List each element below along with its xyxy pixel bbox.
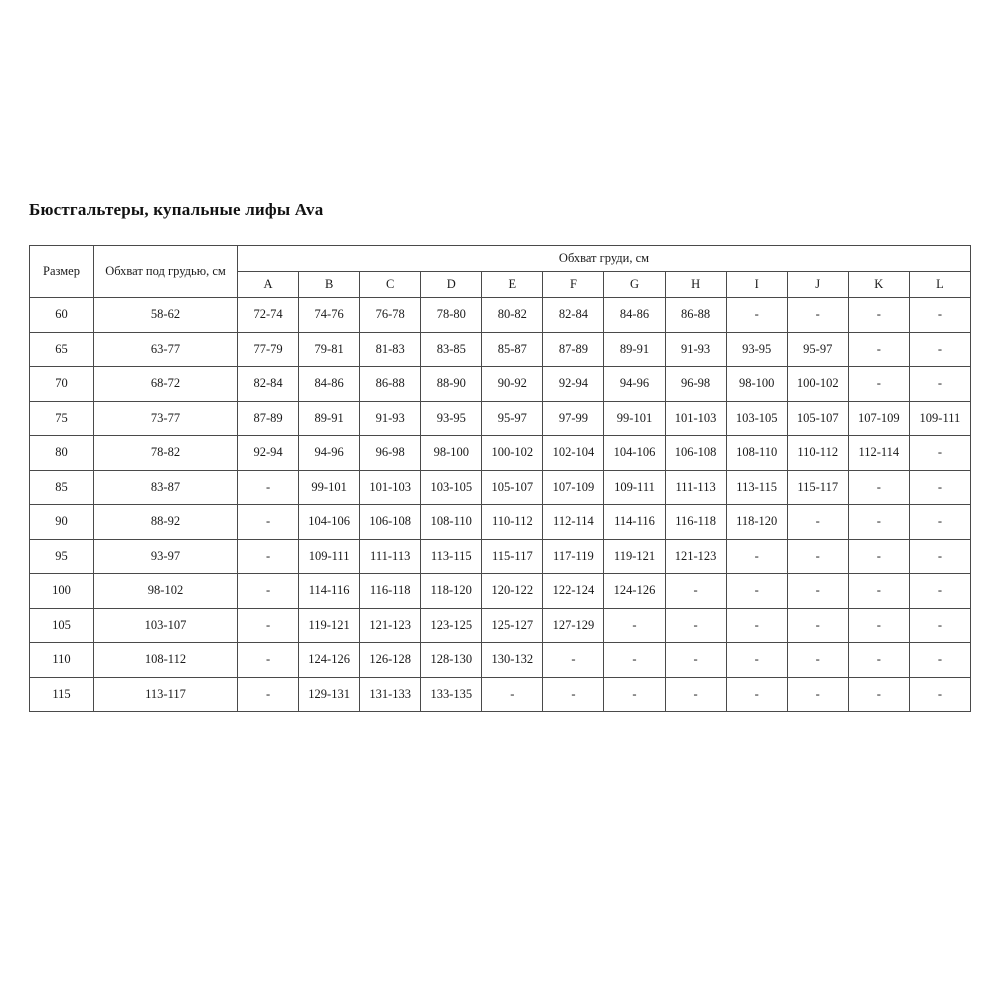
cell-bust-l: - <box>909 677 970 712</box>
cell-bust-a: - <box>238 505 299 540</box>
cell-bust-a: 87-89 <box>238 401 299 436</box>
header-underbust: Обхват под грудью, см <box>94 246 238 298</box>
cell-bust-j: - <box>787 608 848 643</box>
cell-size: 80 <box>30 436 94 471</box>
cell-bust-h: 106-108 <box>665 436 726 471</box>
cell-bust-j: - <box>787 574 848 609</box>
cell-bust-a: - <box>238 470 299 505</box>
cell-bust-l: - <box>909 539 970 574</box>
cell-bust-a: - <box>238 539 299 574</box>
header-cup-b: B <box>299 272 360 298</box>
cell-bust-l: - <box>909 332 970 367</box>
cell-bust-e: - <box>482 677 543 712</box>
cell-bust-g: 104-106 <box>604 436 665 471</box>
cell-bust-f: 112-114 <box>543 505 604 540</box>
cell-underbust: 83-87 <box>94 470 238 505</box>
header-cup-d: D <box>421 272 482 298</box>
cell-bust-j: - <box>787 298 848 333</box>
cell-bust-h: 111-113 <box>665 470 726 505</box>
table-row <box>30 470 971 505</box>
cell-bust-j: - <box>787 505 848 540</box>
cell-bust-k: - <box>848 643 909 678</box>
cell-bust-c: 76-78 <box>360 298 421 333</box>
cell-bust-e: 120-122 <box>482 574 543 609</box>
cell-bust-b: 94-96 <box>299 436 360 471</box>
cell-bust-j: - <box>787 539 848 574</box>
cell-bust-i: - <box>726 643 787 678</box>
cell-bust-e: 130-132 <box>482 643 543 678</box>
cell-bust-h: - <box>665 574 726 609</box>
cell-bust-b: 74-76 <box>299 298 360 333</box>
header-cup-f: F <box>543 272 604 298</box>
cell-underbust: 78-82 <box>94 436 238 471</box>
cell-bust-k: - <box>848 677 909 712</box>
cell-bust-d: 133-135 <box>421 677 482 712</box>
table-row <box>30 436 971 471</box>
table-header-row-1 <box>30 246 971 272</box>
page-title: Бюстгальтеры, купальные лифы Ava <box>29 200 324 219</box>
cell-bust-h: 91-93 <box>665 332 726 367</box>
cell-bust-c: 131-133 <box>360 677 421 712</box>
cell-bust-c: 96-98 <box>360 436 421 471</box>
cell-bust-h: 101-103 <box>665 401 726 436</box>
cell-bust-c: 86-88 <box>360 367 421 402</box>
cell-bust-l: - <box>909 436 970 471</box>
cell-size: 85 <box>30 470 94 505</box>
cell-size: 65 <box>30 332 94 367</box>
cell-bust-i: - <box>726 677 787 712</box>
cell-bust-g: - <box>604 608 665 643</box>
table-row <box>30 298 971 333</box>
cell-bust-f: 87-89 <box>543 332 604 367</box>
cell-bust-d: 103-105 <box>421 470 482 505</box>
cell-bust-g: 94-96 <box>604 367 665 402</box>
cell-underbust: 108-112 <box>94 643 238 678</box>
cell-bust-h: - <box>665 608 726 643</box>
cell-bust-e: 115-117 <box>482 539 543 574</box>
cell-bust-c: 126-128 <box>360 643 421 678</box>
header-cup-g: G <box>604 272 665 298</box>
cell-bust-f: 92-94 <box>543 367 604 402</box>
cell-bust-b: 109-111 <box>299 539 360 574</box>
cell-size: 105 <box>30 608 94 643</box>
cell-bust-j: 105-107 <box>787 401 848 436</box>
cell-bust-h: 96-98 <box>665 367 726 402</box>
cell-bust-a: - <box>238 643 299 678</box>
cell-bust-k: 107-109 <box>848 401 909 436</box>
cell-bust-d: 128-130 <box>421 643 482 678</box>
cell-bust-e: 90-92 <box>482 367 543 402</box>
cell-size: 70 <box>30 367 94 402</box>
cell-underbust: 58-62 <box>94 298 238 333</box>
header-cup-h: H <box>665 272 726 298</box>
cell-bust-e: 100-102 <box>482 436 543 471</box>
cell-bust-k: - <box>848 539 909 574</box>
cell-bust-h: - <box>665 677 726 712</box>
cell-size: 100 <box>30 574 94 609</box>
cell-bust-c: 116-118 <box>360 574 421 609</box>
table-row <box>30 608 971 643</box>
cell-bust-b: 104-106 <box>299 505 360 540</box>
cell-underbust: 88-92 <box>94 505 238 540</box>
cell-bust-c: 106-108 <box>360 505 421 540</box>
cell-bust-d: 93-95 <box>421 401 482 436</box>
cell-bust-l: - <box>909 367 970 402</box>
cell-bust-c: 91-93 <box>360 401 421 436</box>
table-row <box>30 677 971 712</box>
cell-bust-h: 86-88 <box>665 298 726 333</box>
cell-bust-c: 101-103 <box>360 470 421 505</box>
cell-bust-d: 98-100 <box>421 436 482 471</box>
cell-underbust: 93-97 <box>94 539 238 574</box>
cell-bust-i: 98-100 <box>726 367 787 402</box>
header-cup-j: J <box>787 272 848 298</box>
table-row <box>30 401 971 436</box>
cell-bust-j: 95-97 <box>787 332 848 367</box>
cell-bust-a: 82-84 <box>238 367 299 402</box>
cell-bust-i: 103-105 <box>726 401 787 436</box>
cell-size: 95 <box>30 539 94 574</box>
cell-bust-b: 129-131 <box>299 677 360 712</box>
table-row <box>30 505 971 540</box>
cell-bust-c: 81-83 <box>360 332 421 367</box>
cell-bust-d: 118-120 <box>421 574 482 609</box>
cell-bust-e: 85-87 <box>482 332 543 367</box>
cell-bust-f: 107-109 <box>543 470 604 505</box>
cell-bust-a: 92-94 <box>238 436 299 471</box>
cell-underbust: 73-77 <box>94 401 238 436</box>
cell-bust-k: - <box>848 367 909 402</box>
table-row <box>30 332 971 367</box>
cell-bust-l: - <box>909 505 970 540</box>
cell-bust-k: - <box>848 574 909 609</box>
cell-bust-g: 84-86 <box>604 298 665 333</box>
cell-bust-i: 108-110 <box>726 436 787 471</box>
header-cup-k: K <box>848 272 909 298</box>
cell-bust-f: 82-84 <box>543 298 604 333</box>
cell-bust-g: 114-116 <box>604 505 665 540</box>
cell-bust-l: - <box>909 608 970 643</box>
cell-bust-b: 124-126 <box>299 643 360 678</box>
table-row <box>30 643 971 678</box>
cell-bust-d: 83-85 <box>421 332 482 367</box>
cell-bust-d: 78-80 <box>421 298 482 333</box>
cell-bust-j: 115-117 <box>787 470 848 505</box>
cell-bust-b: 99-101 <box>299 470 360 505</box>
cell-bust-e: 95-97 <box>482 401 543 436</box>
cell-bust-d: 108-110 <box>421 505 482 540</box>
cell-bust-b: 89-91 <box>299 401 360 436</box>
cell-bust-a: - <box>238 677 299 712</box>
cell-bust-f: 97-99 <box>543 401 604 436</box>
cell-bust-i: - <box>726 608 787 643</box>
table-body <box>30 298 971 712</box>
cell-size: 75 <box>30 401 94 436</box>
cell-bust-h: 116-118 <box>665 505 726 540</box>
cell-bust-d: 113-115 <box>421 539 482 574</box>
cell-bust-b: 114-116 <box>299 574 360 609</box>
cell-underbust: 68-72 <box>94 367 238 402</box>
cell-bust-f: 117-119 <box>543 539 604 574</box>
cell-bust-a: - <box>238 574 299 609</box>
cell-bust-f: 102-104 <box>543 436 604 471</box>
cell-bust-h: 121-123 <box>665 539 726 574</box>
header-cup-a: A <box>238 272 299 298</box>
cell-bust-k: 112-114 <box>848 436 909 471</box>
cell-bust-e: 80-82 <box>482 298 543 333</box>
cell-bust-k: - <box>848 470 909 505</box>
cell-bust-a: - <box>238 608 299 643</box>
cell-underbust: 63-77 <box>94 332 238 367</box>
cell-size: 90 <box>30 505 94 540</box>
cell-size: 115 <box>30 677 94 712</box>
cell-bust-k: - <box>848 332 909 367</box>
cell-bust-j: 100-102 <box>787 367 848 402</box>
cell-bust-e: 105-107 <box>482 470 543 505</box>
header-bust-group: Обхват груди, см <box>238 246 971 272</box>
cell-bust-a: 72-74 <box>238 298 299 333</box>
cell-bust-k: - <box>848 505 909 540</box>
cell-bust-g: 99-101 <box>604 401 665 436</box>
cell-bust-l: - <box>909 470 970 505</box>
table-header <box>30 246 971 298</box>
cell-bust-i: - <box>726 539 787 574</box>
cell-bust-g: 124-126 <box>604 574 665 609</box>
cell-bust-f: - <box>543 677 604 712</box>
cell-bust-e: 125-127 <box>482 608 543 643</box>
cell-bust-g: 119-121 <box>604 539 665 574</box>
cell-bust-h: - <box>665 643 726 678</box>
header-cup-l: L <box>909 272 970 298</box>
cell-bust-i: 113-115 <box>726 470 787 505</box>
cell-bust-d: 123-125 <box>421 608 482 643</box>
cell-bust-g: - <box>604 677 665 712</box>
cell-bust-k: - <box>848 298 909 333</box>
cell-bust-c: 121-123 <box>360 608 421 643</box>
cell-bust-i: 93-95 <box>726 332 787 367</box>
cell-bust-l: - <box>909 298 970 333</box>
cell-bust-l: - <box>909 643 970 678</box>
cell-bust-b: 84-86 <box>299 367 360 402</box>
cell-bust-b: 79-81 <box>299 332 360 367</box>
cell-bust-b: 119-121 <box>299 608 360 643</box>
cell-bust-a: 77-79 <box>238 332 299 367</box>
cell-bust-j: - <box>787 643 848 678</box>
table-row <box>30 539 971 574</box>
cell-size: 110 <box>30 643 94 678</box>
cell-bust-k: - <box>848 608 909 643</box>
cell-bust-g: 89-91 <box>604 332 665 367</box>
header-cup-e: E <box>482 272 543 298</box>
cell-bust-g: 109-111 <box>604 470 665 505</box>
cell-bust-f: 122-124 <box>543 574 604 609</box>
cell-bust-f: - <box>543 643 604 678</box>
cell-bust-i: 118-120 <box>726 505 787 540</box>
header-cup-c: C <box>360 272 421 298</box>
cell-bust-i: - <box>726 574 787 609</box>
cell-bust-l: 109-111 <box>909 401 970 436</box>
table-row <box>30 367 971 402</box>
cell-bust-j: - <box>787 677 848 712</box>
cell-bust-l: - <box>909 574 970 609</box>
table-row <box>30 574 971 609</box>
header-size: Размер <box>30 246 94 298</box>
cell-bust-d: 88-90 <box>421 367 482 402</box>
cell-bust-j: 110-112 <box>787 436 848 471</box>
cell-bust-g: - <box>604 643 665 678</box>
cell-underbust: 113-117 <box>94 677 238 712</box>
cell-bust-e: 110-112 <box>482 505 543 540</box>
cell-bust-i: - <box>726 298 787 333</box>
cell-bust-f: 127-129 <box>543 608 604 643</box>
size-chart-table <box>29 245 971 712</box>
cell-size: 60 <box>30 298 94 333</box>
header-cup-i: I <box>726 272 787 298</box>
cell-underbust: 98-102 <box>94 574 238 609</box>
cell-bust-c: 111-113 <box>360 539 421 574</box>
cell-underbust: 103-107 <box>94 608 238 643</box>
